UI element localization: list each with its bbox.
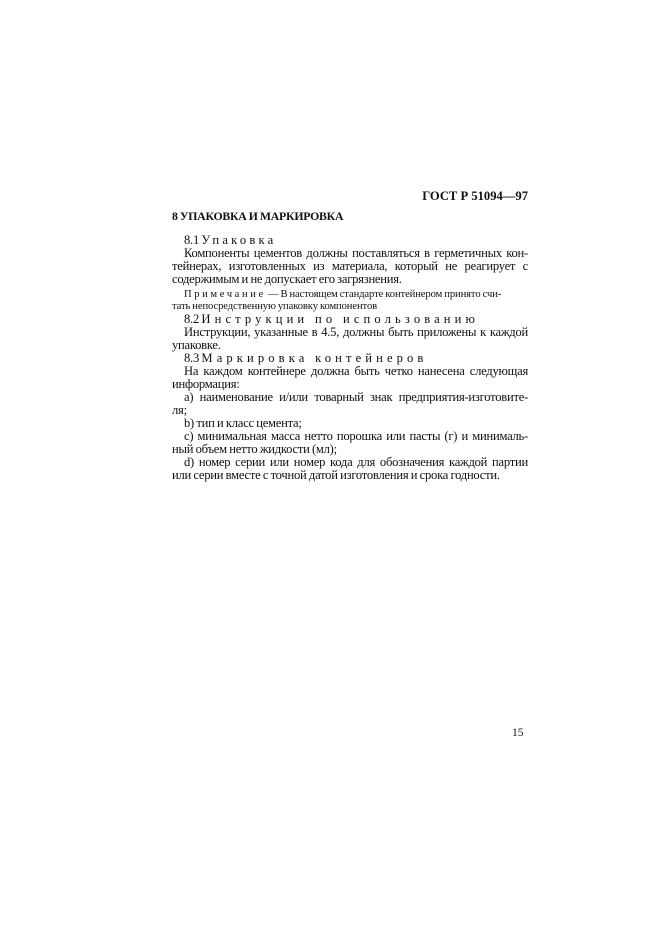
paragraph-line: информация: (172, 377, 240, 391)
subsection-title: Маркировка контейнеров (201, 351, 428, 365)
list-item-d: d) номер серии или номер кода для обозначения каждой партии (184, 455, 528, 469)
subsection-number: 8.1 (184, 233, 199, 247)
document-body (172, 209, 528, 482)
note-line: тать непосредственную упаковку компонентов (172, 301, 378, 312)
list-item-a: a) наименование и/или товарный знак предприятия-изготовите- (184, 390, 528, 404)
paragraph-line: содержимым и не допускает его загрязнения. (172, 272, 402, 286)
list-item-b: b) тип и класс цемента; (184, 416, 302, 430)
subsection-title: Инструкции по использованию (201, 312, 479, 326)
page-number: 15 (512, 727, 524, 739)
subsection-number: 8.3 (184, 351, 199, 365)
paragraph-line: Инструкции, указанные в 4.5, должны быть приложены к каждой (184, 325, 528, 339)
paragraph-line: упаковке. (172, 338, 221, 352)
paragraph-line: На каждом контейнере должна быть четко нанесена следующая (184, 364, 528, 378)
note-text: — В настоящем стандарте контейнером принято счи- (267, 289, 502, 300)
list-item-a-cont: ля; (172, 403, 187, 417)
subsection-number: 8.2 (184, 312, 199, 326)
list-item-d-cont: или серии вместе с точной датой изготовления и срока годности. (172, 468, 500, 482)
list-item-c: c) минимальная масса нетто порошка или пасты (г) и минималь- (184, 429, 528, 443)
subsection-title: Упаковка (201, 233, 277, 247)
note-label: Примечание (184, 289, 266, 300)
list-item-c-cont: ный объем нетто жидкости (мл); (172, 442, 337, 456)
paragraph-line: Компоненты цементов должны поставляться в герметичных кон- (184, 246, 528, 260)
document-header: ГОСТ Р 51094—97 (422, 189, 528, 203)
section-title: 8 УПАКОВКА И МАРКИРОВКА (172, 209, 344, 223)
paragraph-line: тейнерах, изготовленных из материала, который не реагирует с (172, 259, 528, 273)
note-line (172, 289, 528, 301)
